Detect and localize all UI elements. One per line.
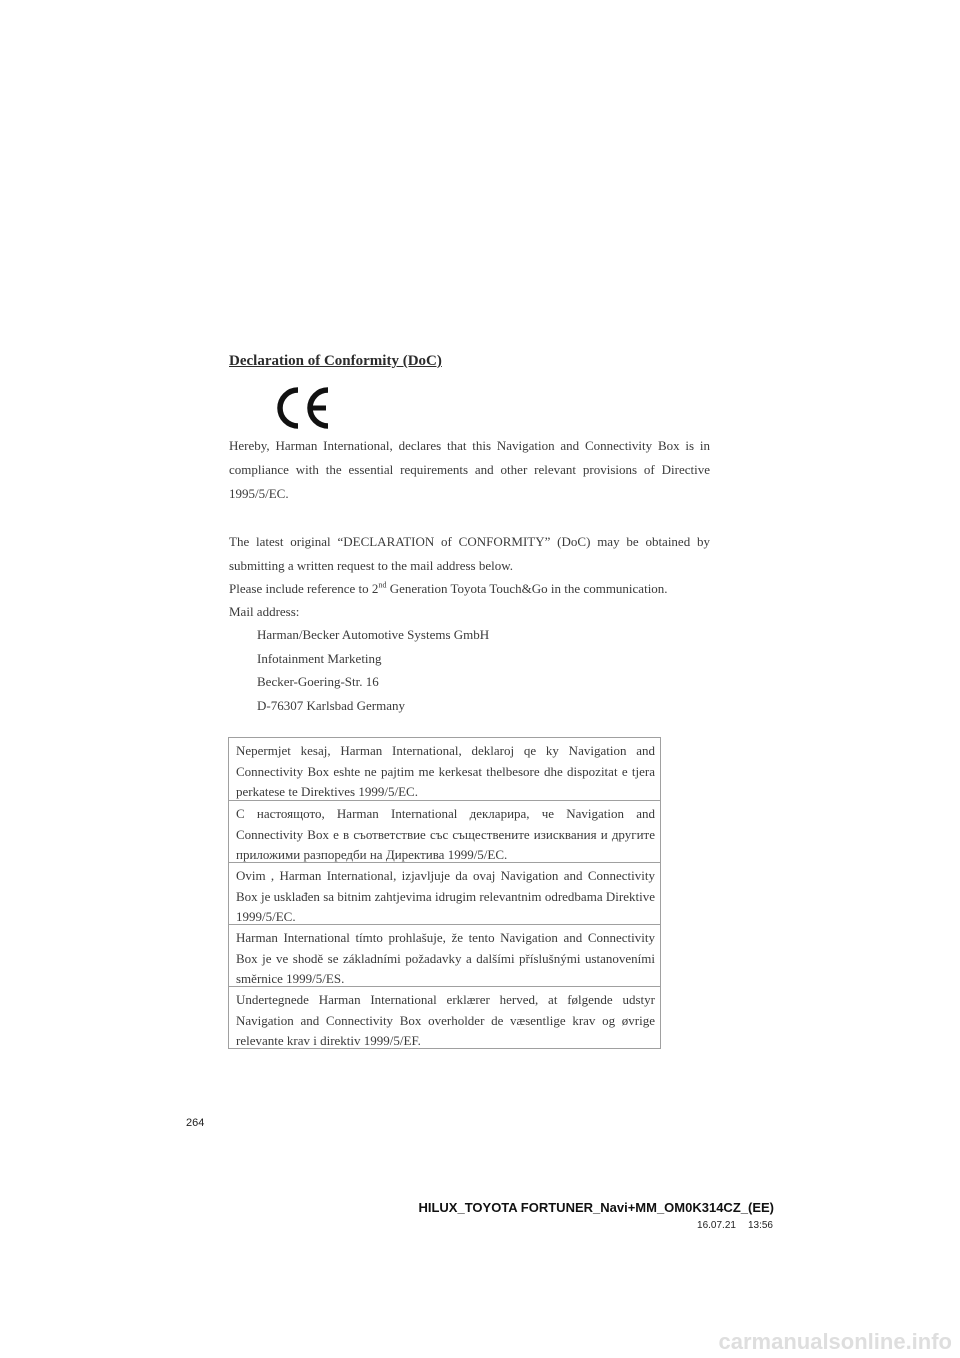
translation-cell-bulgarian: С настоящото, Harman International декларира, че Navigation and Connectivity Box е в съответствие със съществените изисквания и другите приложими разпоредби на Директива 1999/5/ЕС. (229, 800, 660, 862)
address-line: Infotainment Marketing (257, 650, 382, 666)
translation-cell-croatian: Ovim , Harman International, izjavljuje da ovaj Navigation and Connectivity Box je usklađen sa bitnim zahtjevima idrugim relevantnim odredbama Direktive 1999/5/EC. (229, 862, 660, 924)
watermark-text: carmanualsonline.info (718, 1329, 952, 1354)
ce-mark-icon (276, 385, 334, 431)
translation-cell-danish: Undertegnede Harman International erklærer herved, at følgende udstyr Navigation and Connectivity Box overholder de væsentlige krav og øvrige relevante krav i direktiv 1999/5/EF. (229, 986, 660, 1048)
address-line: Becker-Goering-Str. 16 (257, 674, 379, 689)
reference-text-start: Please include reference to 2 (229, 581, 379, 596)
intro-paragraph: Hereby, Harman International, declares that this Navigation and Connectivity Box is in compliance with the essential requirements and other relevant provisions of Directive 1995/5/EC. (229, 438, 710, 501)
mail-label: Mail address: (229, 604, 300, 619)
footer-date: 16.07.21 (697, 1220, 736, 1231)
footer-time: 13:56 (747, 1220, 773, 1231)
reference-superscript: nd (378, 580, 387, 590)
footer-timestamp (697, 1220, 773, 1231)
translation-cell-czech: Harman International tímto prohlašuje, že tento Navigation and Connectivity Box je ve shodě se základními požadavky a dalšími příslušnými ustanoveními směrnice 1999/5/ES. (229, 924, 660, 986)
page-number: 264 (186, 1117, 205, 1129)
reference-text-end: Generation Toyota Touch&Go in the communication. (386, 581, 668, 596)
address-line: Harman/Becker Automotive Systems GmbH (257, 627, 490, 642)
mail-address-block (257, 623, 489, 717)
translations-table (228, 737, 661, 1049)
footer-model-code: HILUX_TOYOTA FORTUNER_Navi+MM_OM0K314CZ_(EE) (418, 1200, 774, 1215)
doc-title: Declaration of Conformity (DoC) (229, 353, 442, 369)
reference-line (229, 577, 710, 601)
translation-cell-albanian: Nepermjet kesaj, Harman International, deklaroj qe ky Navigation and Connectivity Box eshte ne pajtim me kerkesat thelbesore dhe dispozitat e tjera perkatese te Direktives 1999/5/EC. (236, 743, 655, 799)
address-line: D-76307 Karlsbad Germany (257, 697, 406, 713)
latest-doc-paragraph: The latest original “DECLARATION of CONFORMITY” (DoC) may be obtained by submitting a written request to the mail address below. (229, 534, 710, 573)
